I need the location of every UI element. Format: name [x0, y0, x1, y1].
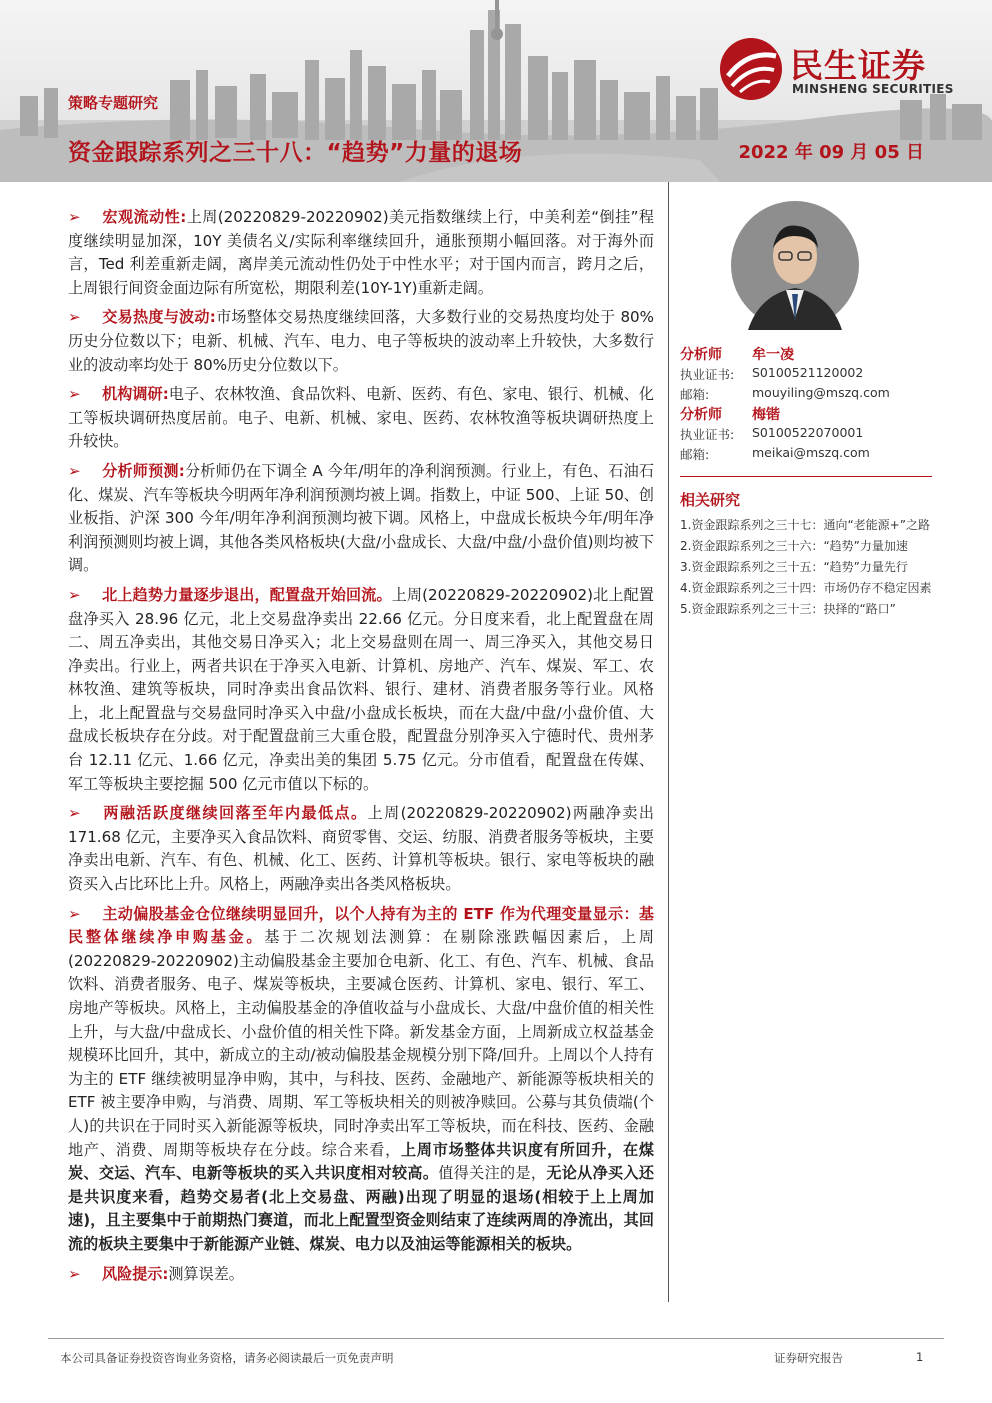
analyst-name: 梅锴	[752, 407, 780, 423]
paragraph-text: 电子、农林牧渔、食品饮料、电新、医药、有色、家电、银行、机械、化工等板块调研热度居前。电子、电新、机械、家电、医药、农林牧渔等板块调研热度上升较快。	[68, 385, 654, 451]
cert-number: S0100521120002	[752, 365, 864, 380]
paragraph-heading: 宏观流动性:	[102, 208, 187, 226]
related-divider	[680, 476, 932, 477]
cert-label: 执业证书:	[680, 427, 735, 442]
report-category: 策略专题研究	[68, 94, 159, 112]
paragraph-text: 上周(20220829-20220902)两融净卖出 171.68 亿元，主要净买入食品饮料、商贸零售、交运、纺服、消费者服务等板块，主要净卖出电新、汽车、有色、机械、化工、医药、计算机等板块。银行、家电等板块的融资买入占比环比上升。风格上，两融净卖出各类风格板块。	[68, 804, 654, 894]
analyst-name: 牟一凌	[752, 347, 794, 363]
cert-label: 执业证书:	[680, 367, 735, 382]
logo-mark-icon	[718, 36, 784, 102]
paragraph-text: 分析师仍在下调全 A 今年/明年的净利润预测。行业上，有色、石油石化、煤炭、汽车等板块今明两年净利润预测均被上调。指数上，中证 500、上证 50、创业板指、沪深 300 今年/明年净利润预测均被下调。风格上，中盘成长板块今年/明年净利润预测则均被上调，其他各类风格板块(大盘/小盘成长、大盘/中盘/小盘价值)则均被下调。	[68, 461, 654, 575]
paragraph-conclusion-bold: 无论从净买入还是共识度来看，趋势交易者(北上交易盘、两融)出现了明显的退场(相较于上上周加速)，且主要集中于前期热门赛道，而北上配置型资金则结束了连续两周的净流出，其回流的板块主要集中于新能源产业链、煤炭、电力以及油运等能源相关的板块。	[68, 1164, 654, 1253]
paragraph-text: 测算误差。	[168, 1264, 244, 1283]
bullet-arrow-icon: ➢	[68, 1264, 81, 1283]
paragraph-text: 上周(20220829-20220902)美元指数继续上行，中美利差“倒挂”程度继续明显加深，10Y 美债名义/实际利率继续回升，通胀预期小幅回落。对于海外而言，Ted 利差重新走阔，离岸美元流动性仍处于中性水平；对于国内而言，跨月之后，上周银行间资金面边际有所宽松，期限利差(10Y-1Y)重新走阔。	[68, 208, 654, 297]
report-title: 资金跟踪系列之三十八：“趋势”力量的退场	[68, 140, 523, 166]
paragraph-text: 上周(20220829-20220902)北上配置盘净买入 28.96 亿元，北上交易盘净卖出 22.66 亿元。分日度来看，北上配置盘在周二、周五净卖出，其他交易日净买入；北上交易盘则在周一、周三净买入，其他交易日净卖出。行业上，两者共识在于净买入电新、计算机、房地产、汽车、煤炭、军工、农林牧渔、建筑等板块，同时净卖出食品饮料、银行、建材、消费者服务等行业。风格上，北上配置盘与交易盘同时净买入中盘/小盘成长板块，而在大盘/中盘/小盘价值、大盘成长板块存在分歧。对于配置盘前三大重仓股，配置盘分别净买入宁德时代、贵州茅台 12.11 亿元、1.66 亿元，净卖出美的集团 5.75 亿元。分市值看，配置盘在传媒、军工等板块主要挖掘 500 亿元市值以下标的。	[68, 585, 654, 793]
paragraph-heading: 风险提示:	[102, 1264, 169, 1283]
paragraph-institution-research	[68, 383, 654, 454]
bullet-arrow-icon: ➢	[68, 904, 81, 923]
paragraph-heading: 机构调研:	[102, 385, 169, 404]
paragraph-heading: 两融活跃度继续回落至年内最低点。	[102, 804, 368, 823]
analyst-2-email-row	[680, 445, 870, 463]
paragraph-trading-heat	[68, 306, 654, 377]
paragraph-analyst-forecast	[68, 460, 654, 578]
column-divider	[668, 182, 669, 1302]
cert-number: S0100522070001	[752, 425, 864, 440]
related-research-title: 相关研究	[680, 491, 741, 509]
footer-disclaimer: 本公司具备证券投资咨询业务资格，请务必阅读最后一页免责声明	[60, 1351, 394, 1365]
paragraph-margin-trading	[68, 802, 654, 896]
footer-divider	[48, 1338, 944, 1339]
related-research-item[interactable]: 4.资金跟踪系列之三十四：市场仍存不稳定因素	[680, 581, 932, 595]
paragraph-northbound	[68, 584, 654, 796]
analyst-1-role-row	[680, 344, 794, 364]
email-label: 邮箱:	[680, 387, 710, 402]
analyst-email-link[interactable]: mouyiling@mszq.com	[752, 385, 890, 400]
minsheng-logo	[718, 36, 968, 102]
analyst-photo	[730, 190, 860, 340]
bullet-arrow-icon: ➢	[68, 585, 81, 604]
main-content	[68, 206, 654, 1292]
related-research-item[interactable]: 1.资金跟踪系列之三十七：通向“老能源+”之路	[680, 518, 930, 532]
paragraph-macro-liquidity	[68, 206, 654, 300]
paragraph-risk-warning	[68, 1263, 654, 1287]
paragraph-heading: 分析师预测:	[102, 461, 185, 480]
bullet-arrow-icon: ➢	[68, 308, 81, 327]
analyst-role: 分析师	[680, 347, 722, 363]
related-research-item[interactable]: 3.资金跟踪系列之三十五：“趋势”力量先行	[680, 560, 908, 574]
paragraph-text: 基于二次规划法测算：在剔除涨跌幅因素后，上周(20220829-20220902)主动偏股基金主要加仓电新、化工、有色、汽车、机械、食品饮料、消费者服务、电子、煤炭等板块，主要减仓医药、计算机、家电、银行、军工、房地产等板块。风格上，主动偏股基金的净值收益与小盘成长、大盘/中盘价值的相关性上升，与大盘/中盘成长、小盘价值的相关性下降。新发基金方面，上周新成立权益基金规模环比回升，其中，新成立的主动/被动偏股基金规模分别下降/回升。上周以个人持有为主的 ETF 继续被明显净申购，其中，与科技、医药、金融地产、新能源等板块相关的 ETF 被主要净申购，与消费、周期、军工等板块相关的则被净赎回。公募与其负债端(个人)的共识在于同时买入新能源等板块，同时净卖出军工等板块，而在科技、医药、金融地产、消费、周期等板块存在分歧。综合来看，	[68, 928, 654, 1159]
paragraph-text-connector: 值得关注的是，	[438, 1164, 547, 1183]
header-banner	[0, 0, 992, 182]
analyst-2-cert-row	[680, 425, 864, 443]
paragraph-fund-positions	[68, 903, 654, 1257]
email-label: 邮箱:	[680, 447, 710, 462]
analyst-1-cert-row	[680, 365, 864, 383]
bullet-arrow-icon: ➢	[68, 804, 81, 823]
paragraph-heading: 北上趋势力量逐步退出，配置盘开始回流。	[102, 585, 392, 604]
logo-chinese-name: 民生证券	[790, 46, 926, 85]
bullet-arrow-icon: ➢	[68, 385, 81, 404]
analyst-role: 分析师	[680, 407, 722, 423]
logo-english-name: MINSHENG SECURITIES	[792, 82, 954, 96]
page-number: 1	[916, 1350, 924, 1364]
related-research-list	[680, 516, 932, 621]
paragraph-text: 市场整体交易热度继续回落，大多数行业的交易热度均处于 80%历史分位数以下；电新、机械、汽车、电力、电子等板块的波动率上升较快，大多数行业的波动率均处于 80%历史分位数以下。	[68, 308, 654, 374]
paragraph-heading: 交易热度与波动:	[102, 308, 216, 327]
related-research-item[interactable]: 2.资金跟踪系列之三十六：“趋势”力量加速	[680, 539, 908, 553]
analyst-1-email-row	[680, 385, 890, 403]
paragraph-heading: 主动偏股基金仓位继续明显回升，以个人持有为主的 ETF 作为代理变量显示：基民整体继续净申购基金。	[68, 904, 654, 947]
paragraph-conclusion-bold: 上周市场整体共识度有所回升，在煤炭、交运、汽车、电新等板块的买入共识度相对较高。	[68, 1140, 654, 1183]
footer-doc-type: 证券研究报告	[774, 1351, 843, 1365]
analyst-2-role-row	[680, 404, 780, 424]
analyst-email-link[interactable]: meikai@mszq.com	[752, 445, 870, 460]
report-date: 2022 年 09 月 05 日	[738, 142, 924, 163]
related-research-item[interactable]: 5.资金跟踪系列之三十三：抉择的“路口”	[680, 602, 896, 616]
bullet-arrow-icon: ➢	[68, 461, 81, 480]
bullet-arrow-icon: ➢	[68, 208, 81, 226]
